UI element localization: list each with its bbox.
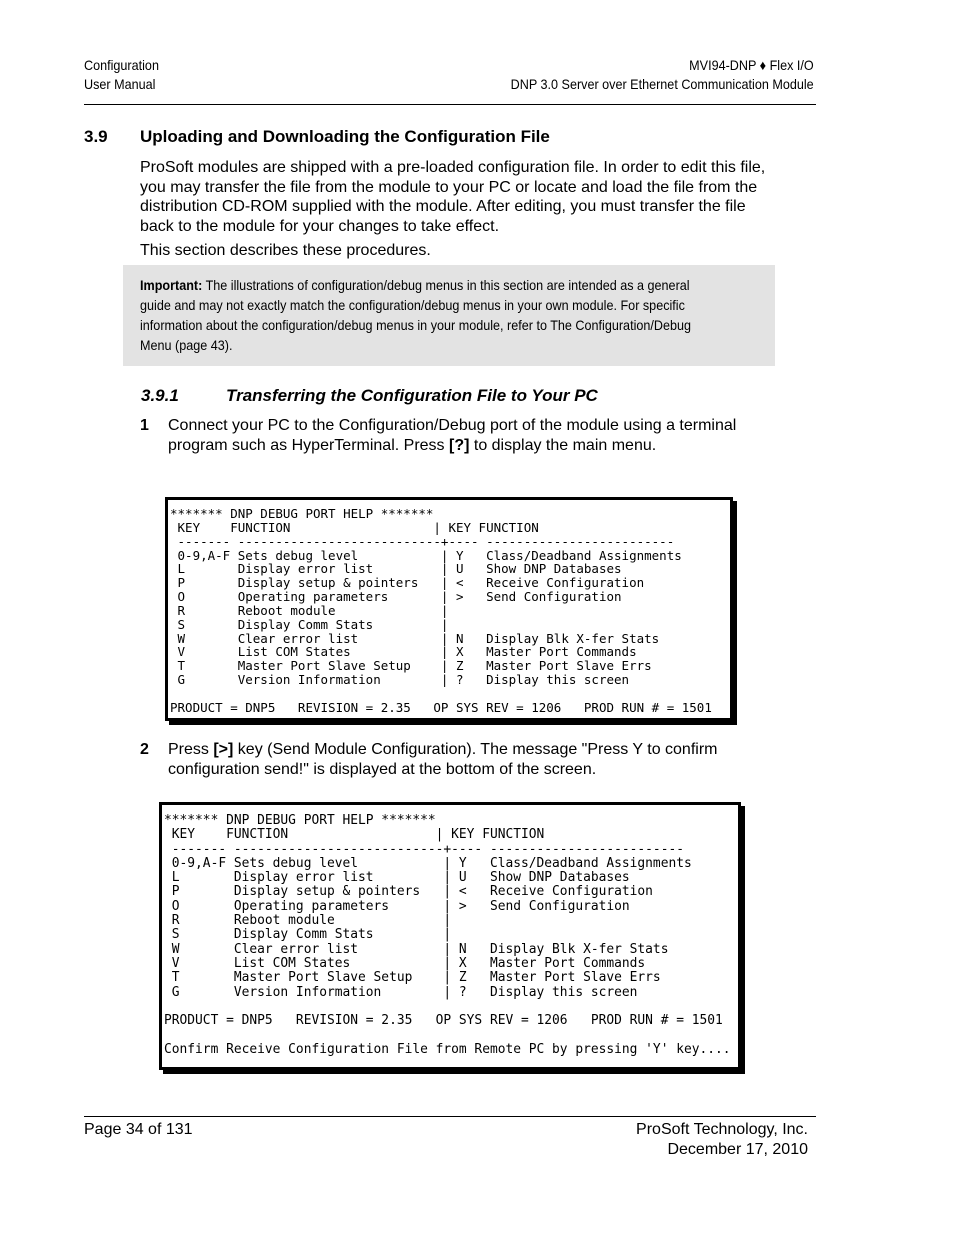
step-2-number: 2 bbox=[140, 741, 149, 758]
step-2-text bbox=[168, 740, 748, 780]
footer-page-number: Page 34 of 131 bbox=[84, 1121, 193, 1138]
footer-date: December 17, 2010 bbox=[667, 1141, 808, 1158]
important-body: The illustrations of configuration/debug menus in this section are intended as a general guide and may not exactly match the configuration/debug menus in your own module. For specific information about the configuration/debug menus in your module, refer to The Configuration/Debug Menu (page 43). bbox=[140, 277, 692, 353]
important-note-text bbox=[140, 275, 716, 355]
important-note-box bbox=[123, 265, 775, 366]
terminal-line: P Display setup & pointers | < Receive Configuration bbox=[164, 884, 653, 900]
subsection-number: 3.9.1 bbox=[141, 386, 179, 405]
section-heading bbox=[84, 127, 550, 147]
terminal-line: KEY FUNCTION | KEY FUNCTION bbox=[170, 519, 539, 535]
terminal-line: W Clear error list | N Display Blk X-fer Stats bbox=[170, 630, 660, 646]
header-product: MVI94-DNP ♦ Flex I/O bbox=[689, 57, 814, 73]
footer-right bbox=[636, 1120, 808, 1160]
terminal-line bbox=[164, 1000, 738, 1014]
footer-company: ProSoft Technology, Inc. bbox=[636, 1121, 808, 1138]
terminal-line: ******* DNP DEBUG PORT HELP ******* bbox=[170, 506, 434, 521]
subsection-heading bbox=[141, 386, 598, 406]
terminal-line: G Version Information | ? Display this screen bbox=[170, 672, 630, 688]
terminal-line bbox=[170, 687, 730, 701]
terminal-line: KEY FUNCTION | KEY FUNCTION bbox=[164, 827, 545, 843]
terminal-line: ------- ---------------------------+---- ------------------------- bbox=[170, 533, 675, 549]
running-header-left bbox=[84, 56, 159, 94]
terminal-line: S Display Comm Stats | bbox=[164, 927, 452, 943]
terminal-line: ------- ---------------------------+---- ------------------------- bbox=[164, 841, 684, 857]
header-product-desc: DNP 3.0 Server over Ethernet Communication Module bbox=[510, 76, 814, 92]
terminal-line: O Operating parameters | > Send Configuration bbox=[170, 589, 622, 605]
step-2-key: [>] bbox=[213, 741, 234, 758]
step-2-text-b: key (Send Module Configuration). The message "Press Y to confirm configuration send!" is displayed at the bottom of the screen. bbox=[168, 741, 718, 778]
important-label: Important: bbox=[140, 277, 203, 293]
terminal-line: PRODUCT = DNP5 REVISION = 2.35 OP SYS REV = 1206 PROD RUN # = 1501 bbox=[164, 1013, 723, 1029]
footer-rule bbox=[84, 1116, 816, 1117]
step-1-text-a: Connect your PC to the Configuration/Debug port of the module using a terminal program such as HyperTerminal. Press bbox=[168, 417, 737, 454]
section-number: 3.9 bbox=[84, 127, 108, 146]
terminal-line: P Display setup & pointers | < Receive Configuration bbox=[170, 575, 645, 591]
terminal-line: G Version Information | ? Display this screen bbox=[164, 984, 638, 1000]
terminal-line: R Reboot module | bbox=[170, 602, 449, 618]
step-1-number: 1 bbox=[140, 417, 149, 434]
terminal-line bbox=[164, 1028, 738, 1042]
terminal-line: PRODUCT = DNP5 REVISION = 2.35 OP SYS REV = 1206 PROD RUN # = 1501 bbox=[170, 699, 712, 715]
terminal-line: T Master Port Slave Setup | Z Master Port Slave Errs bbox=[164, 970, 661, 986]
terminal-line: W Clear error list | N Display Blk X-fer Stats bbox=[164, 941, 669, 957]
terminal-line: 0-9,A-F Sets debug level | Y Class/Deadband Assignments bbox=[164, 855, 692, 871]
header-chapter: Configuration bbox=[84, 57, 159, 73]
terminal-text bbox=[162, 805, 738, 1057]
step-1-key: [?] bbox=[448, 437, 470, 454]
terminal-line: R Reboot module | bbox=[164, 913, 452, 929]
terminal-line: V List COM States | X Master Port Commands bbox=[170, 644, 637, 660]
header-rule bbox=[84, 104, 816, 105]
terminal-line: O Operating parameters | > Send Configuration bbox=[164, 898, 630, 914]
step-1-text-b: to display the main menu. bbox=[469, 437, 657, 454]
section-scope-paragraph: This section describes these procedures. bbox=[140, 242, 431, 259]
terminal-line: L Display error list | U Show DNP Databases bbox=[170, 561, 622, 577]
terminal-line: Confirm Receive Configuration File from Remote PC by pressing 'Y' key.... bbox=[164, 1041, 731, 1057]
section-title: Uploading and Downloading the Configuration File bbox=[140, 127, 550, 146]
terminal-line: ******* DNP DEBUG PORT HELP ******* bbox=[164, 813, 436, 828]
terminal-line: 0-9,A-F Sets debug level | Y Class/Deadband Assignments bbox=[170, 547, 682, 563]
terminal-line: V List COM States | X Master Port Commands bbox=[164, 955, 646, 971]
step-1-text bbox=[168, 416, 748, 456]
running-header-right bbox=[511, 56, 814, 94]
terminal-screenshot-main-menu bbox=[165, 497, 733, 721]
subsection-title: Transferring the Configuration File to Your PC bbox=[226, 386, 598, 405]
section-intro-paragraph: ProSoft modules are shipped with a pre-loaded configuration file. In order to edit this file, you may transfer the file from the module to your PC or locate and load the file from the distribution CD-ROM supplied with the module. After editing, you must transfer the file back to the module for your changes to take effect. bbox=[140, 159, 766, 235]
terminal-screenshot-confirm bbox=[159, 802, 741, 1070]
terminal-line: S Display Comm Stats | bbox=[170, 616, 449, 632]
terminal-text bbox=[168, 500, 730, 715]
terminal-line: L Display error list | U Show DNP Databases bbox=[164, 870, 630, 886]
terminal-line: T Master Port Slave Setup | Z Master Port Slave Errs bbox=[170, 658, 652, 674]
header-doc-type: User Manual bbox=[84, 76, 156, 92]
step-2-text-a: Press bbox=[168, 741, 214, 758]
